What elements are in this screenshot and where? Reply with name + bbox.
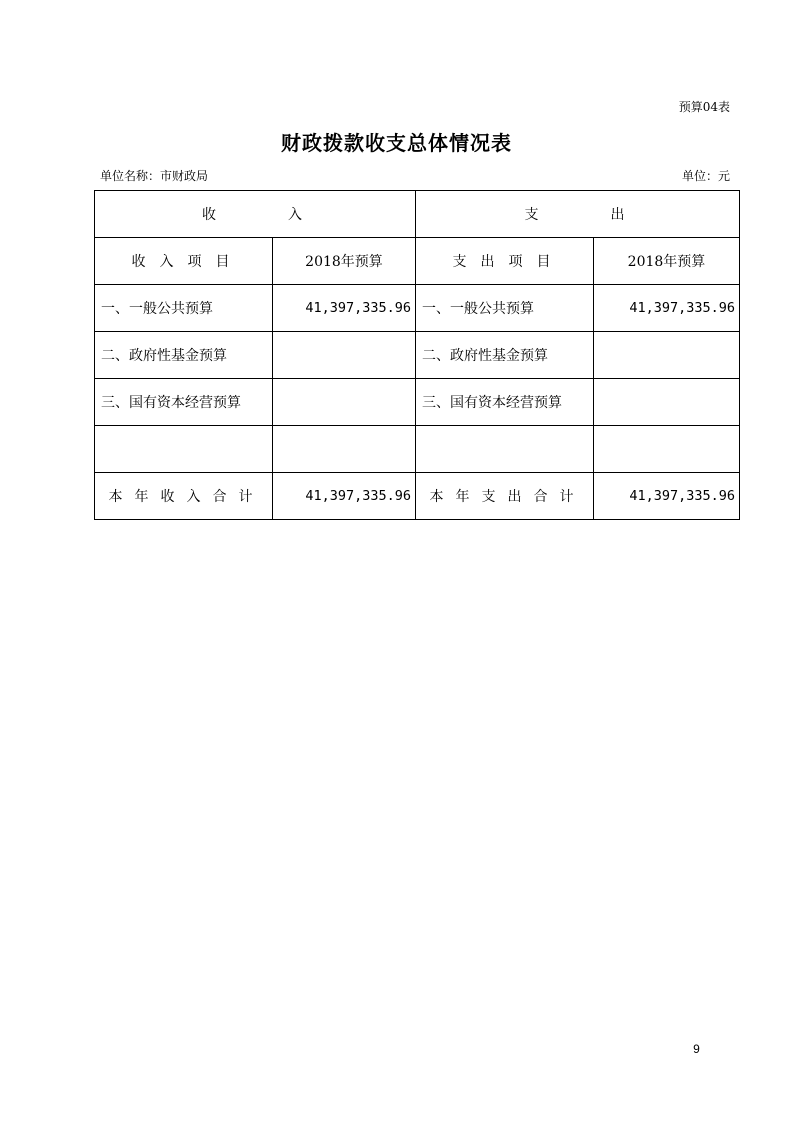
expense-value-cell [594,379,740,426]
income-budget-header: 2018年预算 [273,238,416,285]
expense-value-cell [594,332,740,379]
page-number-container [0,1042,793,1056]
expense-total-value: 41,397,335.96 [594,473,740,520]
income-item-cell: 一、一般公共预算 [95,285,273,332]
income-total-value: 41,397,335.96 [273,473,416,520]
expense-value-cell: 41,397,335.96 [594,285,740,332]
budget-table [94,190,740,520]
form-number: 预算04表 [678,100,730,114]
expense-item-cell: 二、政府性基金预算 [416,332,594,379]
expense-value-cell [594,426,740,473]
expense-section-header: 支出 [416,191,740,238]
table-row [95,332,740,379]
currency-unit: 单位：元 [681,169,730,183]
section-header-row [95,191,740,238]
page-number: 9 [693,1042,700,1056]
page-title: 财政拨款收支总体情况表 [281,131,512,155]
expense-item-cell: 一、一般公共预算 [416,285,594,332]
income-item-cell [95,426,273,473]
income-value-cell [273,426,416,473]
table-row [95,379,740,426]
income-value-cell [273,332,416,379]
income-item-header: 收入项目 [95,238,273,285]
income-item-cell: 三、国有资本经营预算 [95,379,273,426]
table-row [95,285,740,332]
unit-name: 单位名称：市财政局 [100,169,209,183]
income-value-cell [273,379,416,426]
expense-item-header: 支出项目 [416,238,594,285]
income-value-cell: 41,397,335.96 [273,285,416,332]
expense-item-cell: 三、国有资本经营预算 [416,379,594,426]
totals-row [95,473,740,520]
table-row [95,426,740,473]
expense-budget-header: 2018年预算 [594,238,740,285]
expense-total-label: 本年支出合计 [416,473,594,520]
income-item-cell: 二、政府性基金预算 [95,332,273,379]
column-header-row [95,238,740,285]
income-total-label: 本年收入合计 [95,473,273,520]
income-section-header: 收入 [95,191,416,238]
expense-item-cell [416,426,594,473]
